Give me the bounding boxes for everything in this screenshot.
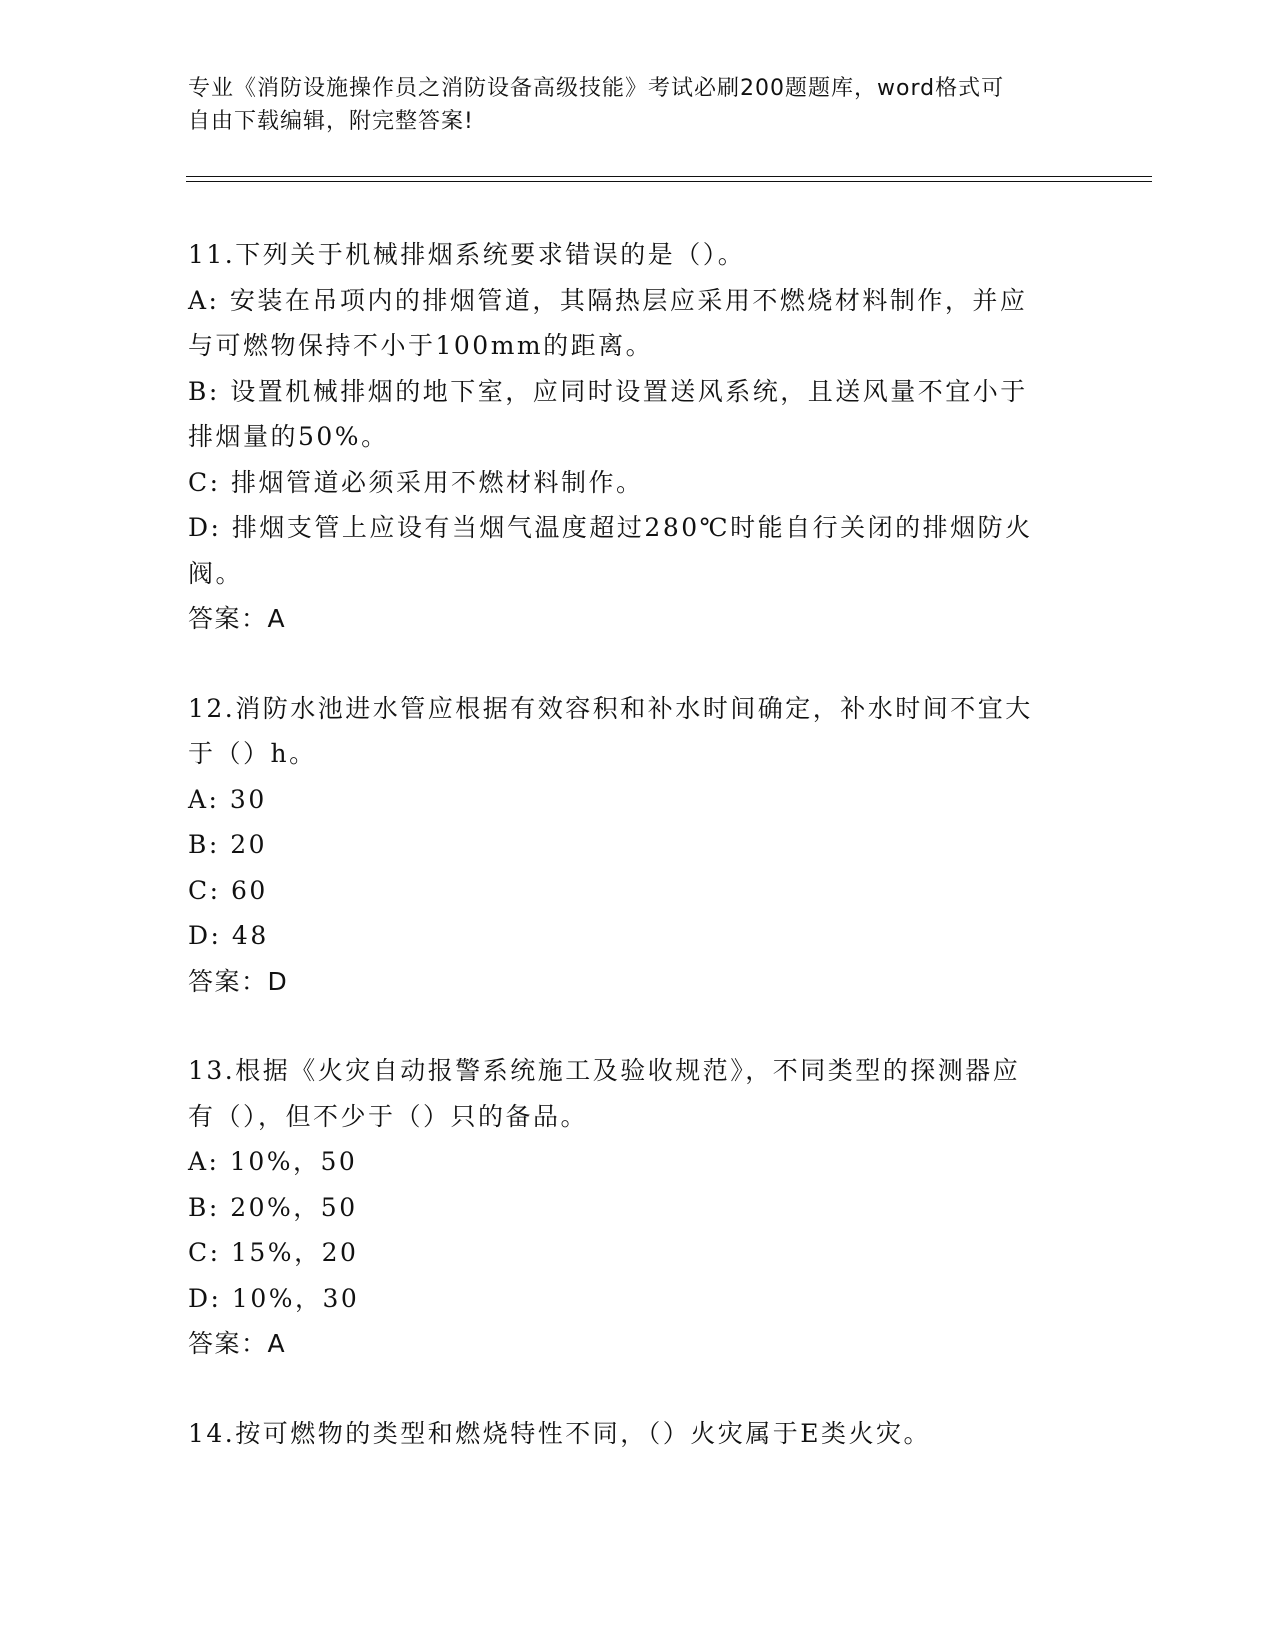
question-stem: 11.下列关于机械排烟系统要求错误的是（）。 bbox=[188, 240, 746, 269]
option-b-cont: 排烟量的50%。 bbox=[188, 422, 389, 451]
option-c: C: 排烟管道必须采用不燃材料制作。 bbox=[188, 467, 644, 497]
question-11 bbox=[188, 232, 1088, 642]
option-a: A: 安装在吊项内的排烟管道，其隔热层应采用不燃烧材料制作，并应 bbox=[188, 285, 1028, 315]
answer: 答案：A bbox=[188, 604, 287, 633]
answer: 答案：A bbox=[188, 1329, 287, 1358]
option-a: A: 10%，50 bbox=[188, 1147, 358, 1176]
option-b: B: 20%，50 bbox=[188, 1192, 358, 1222]
question-list bbox=[188, 232, 1088, 1500]
header-line-2: 自由下载编辑，附完整答案! bbox=[188, 109, 474, 134]
question-stem-cont: 于（）h。 bbox=[188, 739, 317, 768]
question-stem-cont: 有（），但不少于（）只的备品。 bbox=[188, 1101, 589, 1131]
option-d-cont: 阀。 bbox=[188, 558, 244, 588]
question-stem: 12.消防水池进水管应根据有效容积和补水时间确定，补水时间不宜大 bbox=[188, 693, 1033, 723]
question-stem: 14.按可燃物的类型和燃烧特性不同，（）火灾属于E类火灾。 bbox=[188, 1418, 932, 1448]
option-c: C: 60 bbox=[188, 875, 268, 905]
question-stem: 13.根据《火灾自动报警系统施工及验收规范》，不同类型的探测器应 bbox=[188, 1056, 1021, 1085]
question-14 bbox=[188, 1411, 1088, 1457]
option-d: D: 48 bbox=[188, 921, 269, 950]
document-header bbox=[188, 72, 1068, 138]
question-12 bbox=[188, 686, 1088, 1005]
header-divider-top bbox=[186, 176, 1152, 177]
question-13 bbox=[188, 1048, 1088, 1367]
option-a: A: 30 bbox=[188, 784, 267, 814]
header-divider-bottom bbox=[186, 181, 1152, 182]
option-d: D: 排烟支管上应设有当烟气温度超过280℃时能自行关闭的排烟防火 bbox=[188, 513, 1033, 542]
option-d: D: 10%，30 bbox=[188, 1283, 360, 1313]
header-line-1: 专业《消防设施操作员之消防设备高级技能》考试必刷200题题库，word格式可 bbox=[188, 76, 1005, 101]
option-b: B: 20 bbox=[188, 830, 268, 859]
answer: 答案：D bbox=[188, 966, 289, 996]
option-a-cont: 与可燃物保持不小于100mm的距离。 bbox=[188, 331, 654, 360]
option-c: C: 15%，20 bbox=[188, 1238, 359, 1267]
option-b: B: 设置机械排烟的地下室，应同时设置送风系统，且送风量不宜小于 bbox=[188, 376, 1028, 406]
